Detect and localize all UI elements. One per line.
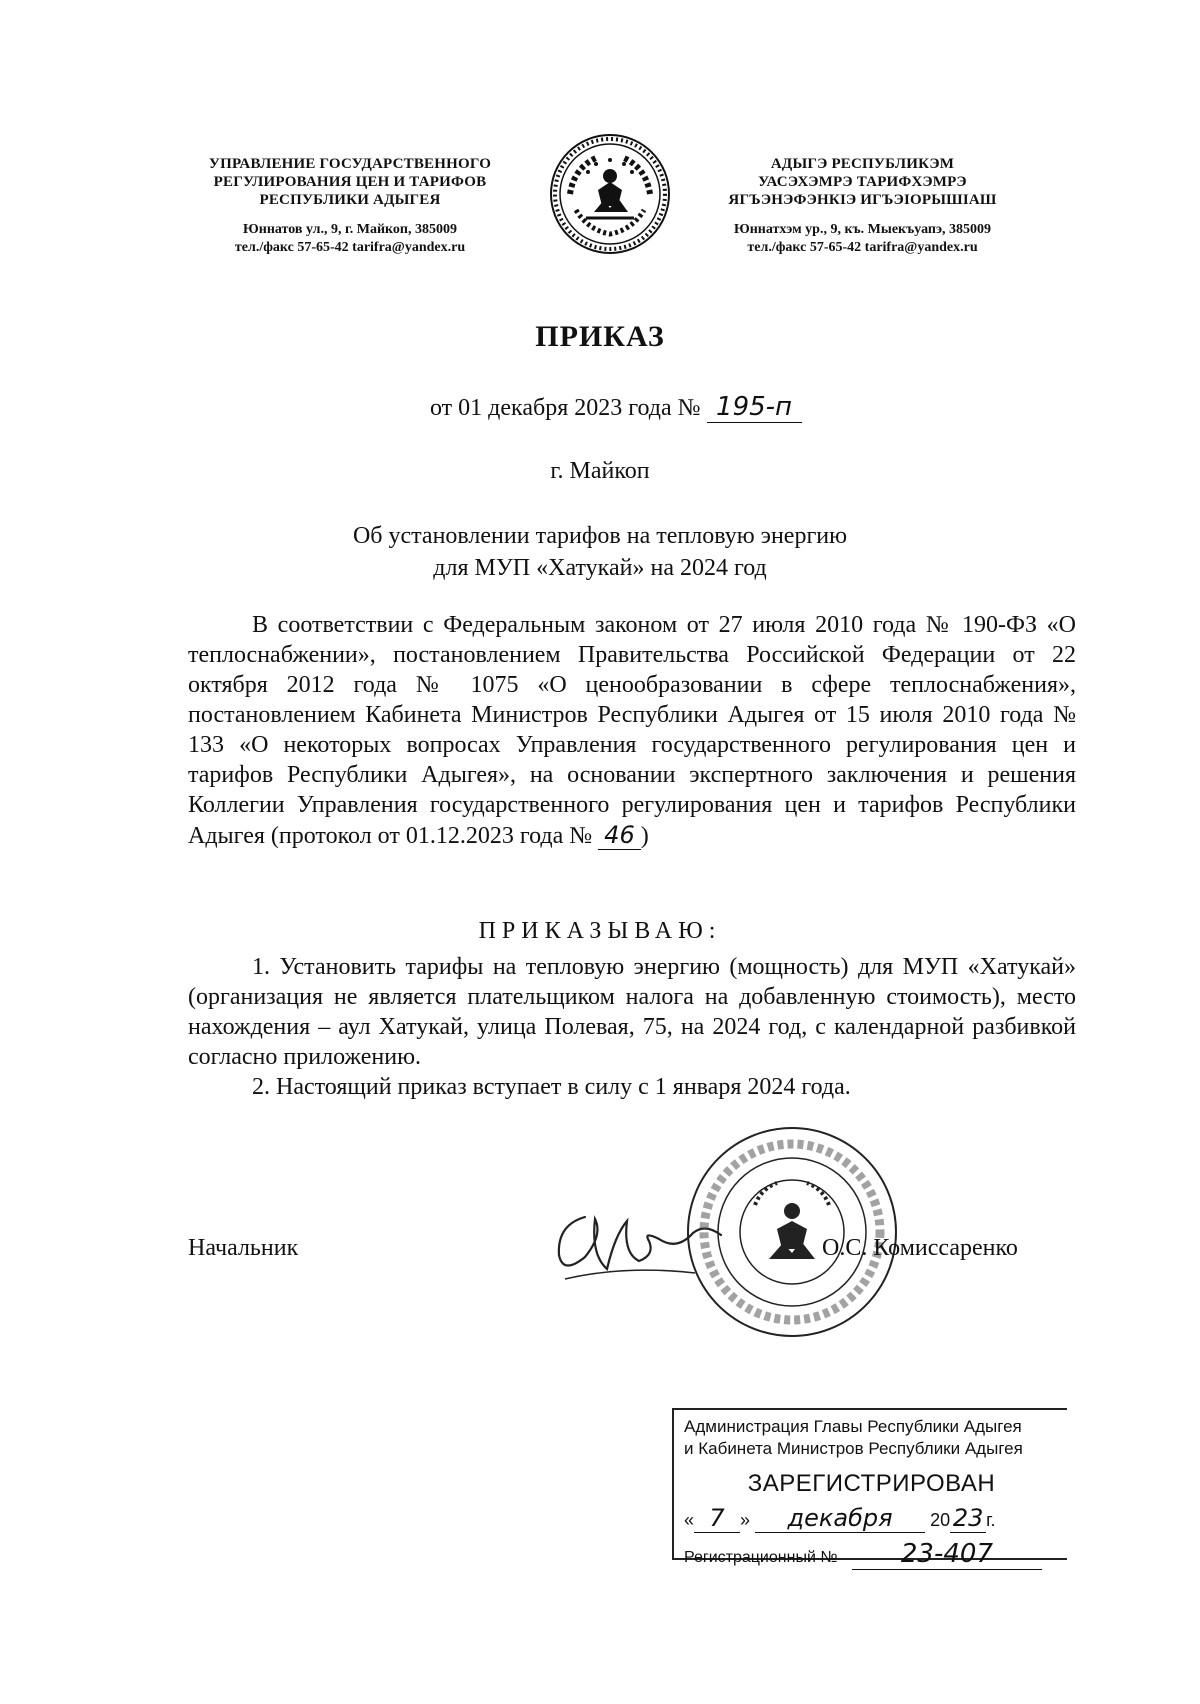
- org-address: Юннатов ул., 9, г. Майкоп, 385009: [243, 222, 457, 237]
- republic-of-adygea-emblem-icon: [548, 132, 672, 256]
- document-title: ПРИКАЗ: [535, 320, 665, 353]
- header-left-org: [175, 155, 525, 257]
- registration-year-unit: г.: [986, 1510, 996, 1530]
- org-address-adyghe: Юннатхэм ур., 9, къ. Мыекъуапэ, 385009: [733, 222, 992, 237]
- order-city: г. Майкоп: [550, 458, 650, 484]
- preamble-text: В соответствии с Федеральным законом от 27 июля 2010 года № 190-ФЗ «О теплоснабжении», постановлением Правительства Российской Федерации от 22 октября 2012 года № 1075 «О ценообразовании в сфере теплоснабжения», постановлением Кабинета Министров Республики Адыгея от 15 июля 2010 года № 133 «О некоторых вопросах Управления государственного регулирования цен и тарифов Республики Адыгея», на основании экспертного заключения и решения Коллегии Управления государственного регулирования цен и тарифов Республики Адыгея (протокол от 01.12.2023 года №: [188, 612, 1076, 849]
- org-name-line-adyghe: ЯГЪЭНЭФЭНКIЭ ИГЪЭIОРЫШIАШ: [728, 192, 997, 208]
- org-contacts-adyghe: тел./факс 57-65-42 tarifra@yandex.ru: [747, 240, 978, 255]
- registration-stamp: [672, 1408, 1067, 1569]
- order-number-handwritten: 195-п: [707, 392, 802, 423]
- org-name-line: РЕСПУБЛИКИ АДЫГЕЯ: [259, 192, 441, 208]
- registration-year-suffix: 23: [950, 1504, 986, 1533]
- registration-month: декабря: [755, 1504, 925, 1533]
- registration-authority-line: Администрация Главы Республики Адыгея: [684, 1417, 1022, 1436]
- registration-status: ЗАРЕГИСТРИРОВАН: [747, 1470, 996, 1497]
- official-seal-icon: [685, 1125, 900, 1340]
- org-address-block: [175, 221, 525, 257]
- decree-item: 2. Настоящий приказ вступает в силу с 1 января 2024 года.: [252, 1074, 851, 1100]
- registration-day: 7: [694, 1504, 740, 1533]
- preamble-end: ): [640, 823, 649, 849]
- decree-item: 1. Установить тарифы на тепловую энергию (мощность) для МУП «Хатукай» (организация не является плательщиком налога на добавленную стоимость), место нахождения – аул Хатукай, улица Полевая, 75, на 2024 год, с календарной разбивкой согласно приложению.: [188, 954, 1076, 1070]
- org-name-line-adyghe: УАСЭХЭМРЭ ТАРИФХЭМРЭ: [758, 174, 967, 190]
- registration-number-label: Регистрационный №: [684, 1549, 838, 1566]
- order-date: от 01 декабря 2023 года №: [430, 395, 701, 421]
- signer-name: О.С. Комиссаренко: [822, 1235, 1018, 1261]
- org-name-line: УПРАВЛЕНИЕ ГОСУДАРСТВЕННОГО: [208, 156, 492, 172]
- decree-heading: ПРИКАЗЫВАЮ:: [478, 918, 722, 944]
- order-subject-line: Об установлении тарифов на тепловую энергию: [352, 523, 848, 549]
- org-name-line: РЕГУЛИРОВАНИЯ ЦЕН И ТАРИФОВ: [213, 174, 487, 190]
- registration-authority-line: и Кабинета Министров Республики Адыгея: [684, 1439, 1023, 1458]
- registration-date: « 7 » декабря 20 23 г.: [684, 1504, 996, 1532]
- signer-position: Начальник: [188, 1235, 299, 1261]
- protocol-number-handwritten: 46: [598, 821, 641, 850]
- order-date-line: [430, 392, 802, 423]
- org-name-line-adyghe: АДЫГЭ РЕСПУБЛИКЭМ: [770, 156, 955, 172]
- preamble-paragraph: [188, 610, 1076, 851]
- order-subject-line: для МУП «Хатукай» на 2024 год: [433, 555, 767, 581]
- registration-number-handwritten: 23-407: [852, 1539, 1042, 1570]
- order-subject: [0, 520, 1200, 584]
- registration-year-prefix: 20: [930, 1510, 951, 1530]
- decree-items: [188, 952, 1076, 1102]
- order-preamble: [188, 610, 1076, 851]
- header-right-org: [685, 155, 1040, 257]
- org-address-block-adyghe: [685, 221, 1040, 257]
- registration-number-row: [684, 1539, 1059, 1570]
- org-contacts: тел./факс 57-65-42 tarifra@yandex.ru: [234, 240, 466, 255]
